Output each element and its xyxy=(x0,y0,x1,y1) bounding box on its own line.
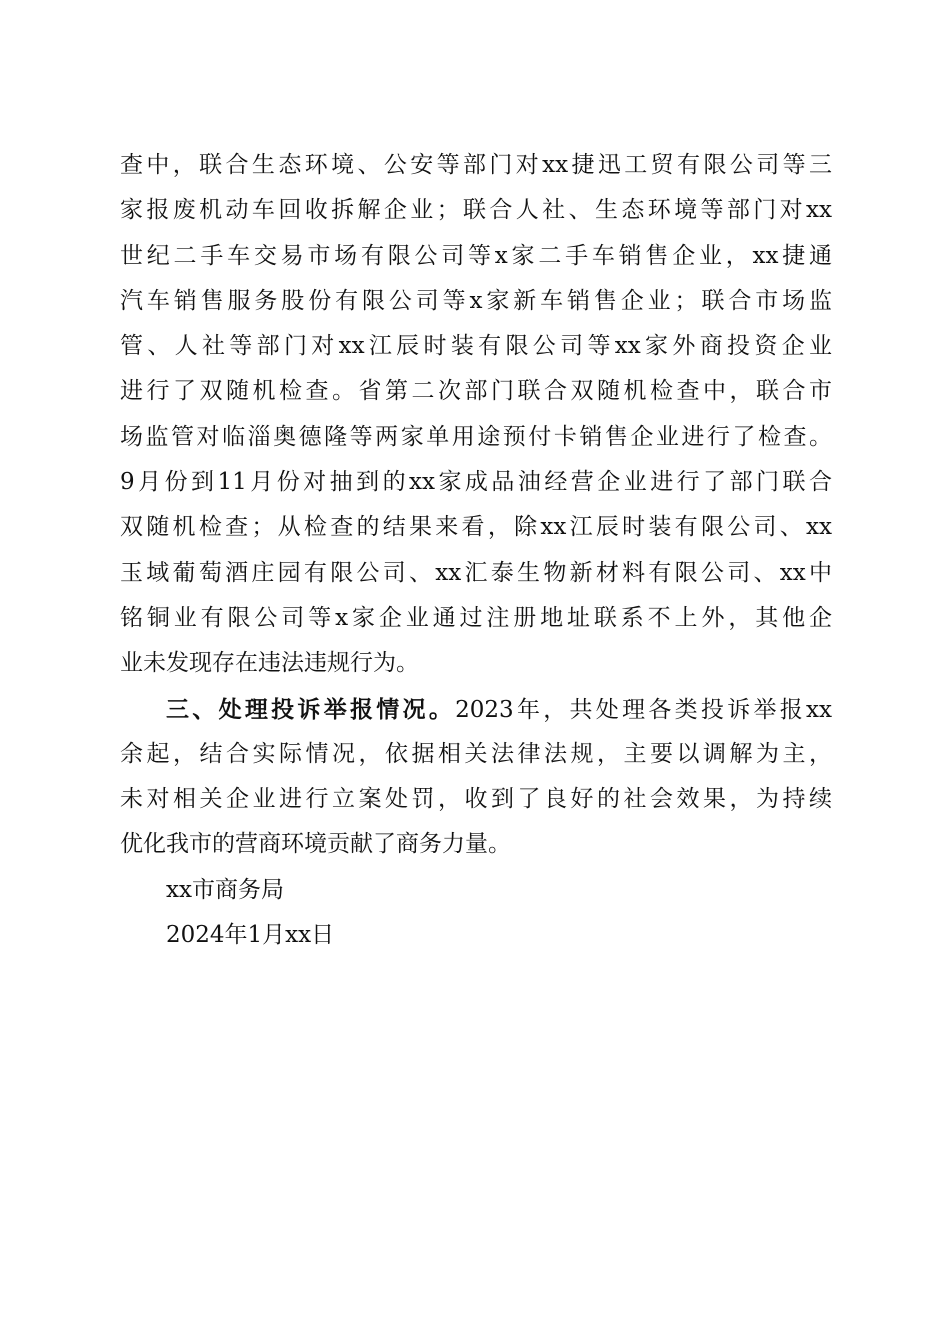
section3-line: 优化我市的营商环境贡献了商务力量。 xyxy=(120,831,511,858)
paragraph-line: 9月份到11月份对抽到的xx家成品油经营企业进行了部门联合 xyxy=(120,469,832,496)
paragraph-line: 铭铜业有限公司等x家企业通过注册地址联系不上外，其他企 xyxy=(120,604,832,631)
document-body xyxy=(120,143,832,958)
section3-heading: 三、处理投诉举报情况。 xyxy=(166,695,456,723)
paragraph-line: 进行了双随机检查。省第二次部门联合双随机检查中，联合市 xyxy=(120,378,832,405)
paragraph-line: 业未发现存在违法违规行为。 xyxy=(120,650,419,677)
paragraph-line: 玉域葡萄酒庄园有限公司、xx汇泰生物新材料有限公司、xx中 xyxy=(120,559,832,586)
paragraph-line: 查中，联合生态环境、公安等部门对xx捷迅工贸有限公司等三 xyxy=(120,152,832,178)
section3-first-line xyxy=(120,687,832,732)
paragraph-line: 世纪二手车交易市场有限公司等x家二手车销售企业，xx捷通 xyxy=(120,242,832,269)
section3-line: 未对相关企业进行立案处罚，收到了良好的社会效果，为持续 xyxy=(120,786,832,813)
paragraph-line: 双随机检查；从检查的结果来看，除xx江辰时装有限公司、xx xyxy=(120,514,832,541)
section3-first-line-text: 2023年，共处理各类投诉举报xx xyxy=(455,696,833,723)
section3-line: 余起，结合实际情况，依据相关法律法规，主要以调解为主， xyxy=(120,740,832,767)
paragraph-line: 汽车销售服务股份有限公司等x家新车销售企业；联合市场监 xyxy=(120,287,832,314)
paragraph-line: 场监管对临淄奥德隆等两家单用途预付卡销售企业进行了检查。 xyxy=(120,423,832,450)
paragraph-line: 管、人社等部门对xx江辰时装有限公司等xx家外商投资企业 xyxy=(120,333,832,360)
paragraph-line: 家报废机动车回收拆解企业；联合人社、生态环境等部门对xx xyxy=(120,197,832,224)
signature-organization: xx市商务局 xyxy=(166,876,284,903)
signature-date: 2024年1月xx日 xyxy=(166,922,335,949)
